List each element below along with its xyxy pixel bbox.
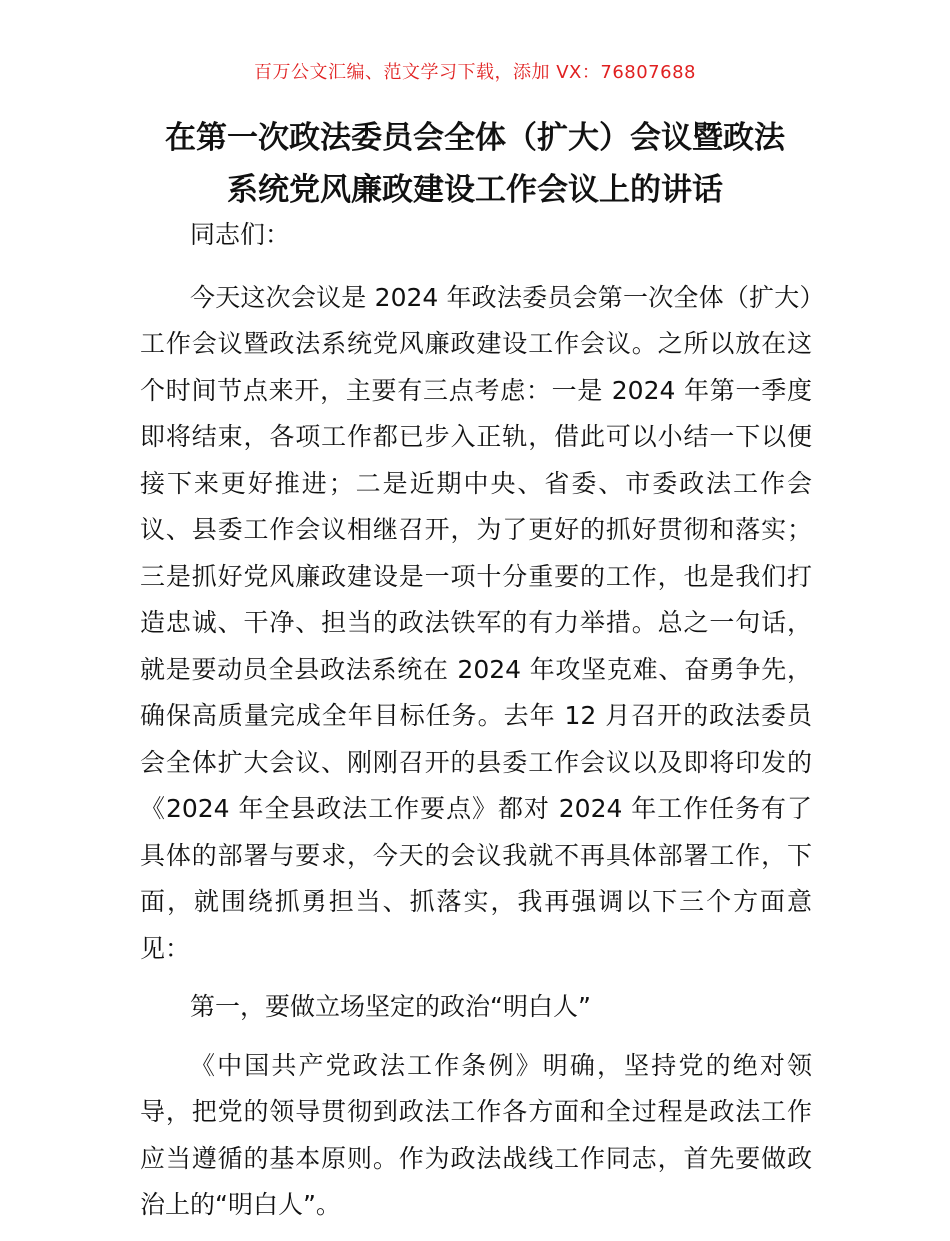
title-line-2: 系统党风廉政建设工作会议上的讲话 bbox=[227, 172, 723, 208]
section-heading-1: 第一，要做立场坚定的政治“明白人” bbox=[190, 992, 591, 1021]
document-body bbox=[140, 212, 812, 1241]
header-promo-note: 百万公文汇编、范文学习下载，添加 VX：76807688 bbox=[254, 62, 696, 83]
paragraph-2: 《中国共产党政法工作条例》明确，坚持党的绝对领导，把党的领导贯彻到政法工作各方面和全过程是政法工作应当遵循的基本原则。作为政法战线工作同志，首先要做政治上的“明白人”。 bbox=[140, 1050, 812, 1219]
document-title bbox=[100, 112, 850, 216]
title-line-1: 在第一次政法委员会全体（扩大）会议暨政法 bbox=[165, 120, 785, 156]
paragraph-1: 今天这次会议是 2024 年政法委员会第一次全体（扩大）工作会议暨政法系统党风廉政建设工作会议。之所以放在这个时间节点来开，主要有三点考虑：一是 2024 年第一季度即将结束，各项工作都已步入正轨，借此可以小结一下以便接下来更好推进；二是近期中央、省委、市委政法工作会议、县委工作会议相继召开，为了更好的抓好贯彻和落实；三是抓好党风廉政建设是一项十分重要的工作，也是我们打造忠诚、干净、担当的政法铁军的有力举措。总之一句话，就是要动员全县政法系统在 2024 年攻坚克难、奋勇争先，确保高质量完成全年目标任务。去年 12 月召开的政法委员会全体扩大会议、刚刚召开的县委工作会议以及即将印发的《2024 年全县政法工作要点》都对 2024 年工作任务有了具体的部署与要求，今天的会议我就不再具体部署工作，下面，就围绕抓勇担当、抓落实，我再强调以下三个方面意见： bbox=[140, 282, 812, 963]
salutation: 同志们： bbox=[190, 220, 291, 249]
